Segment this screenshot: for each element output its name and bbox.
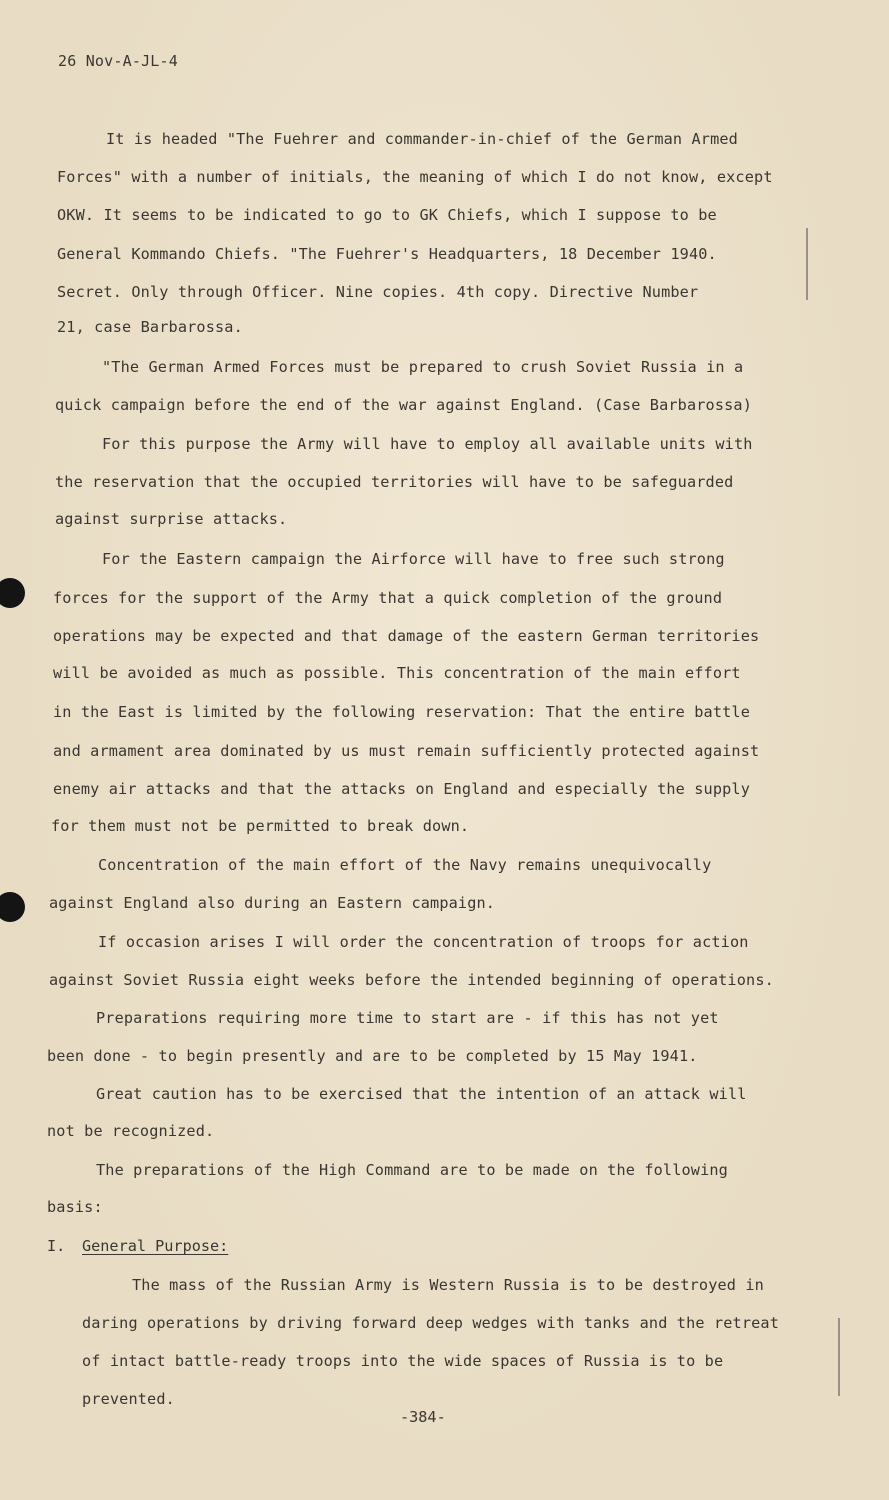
page-number: -384-: [400, 1408, 446, 1426]
text-line: the reservation that the occupied territories will have to be safeguarded: [55, 473, 734, 491]
text-line: The mass of the Russian Army is Western Russia is to be destroyed in: [132, 1276, 764, 1294]
text-line: against Soviet Russia eight weeks before the intended beginning of operations.: [49, 971, 774, 989]
punch-hole-upper: [0, 578, 25, 608]
text-line: "The German Armed Forces must be prepared to crush Soviet Russia in a: [102, 358, 744, 376]
text-line: enemy air attacks and that the attacks on England and especially the supply: [53, 780, 751, 798]
text-line: For this purpose the Army will have to employ all available units with: [102, 435, 753, 453]
margin-mark-upper: [806, 228, 808, 300]
text-line: It is headed "The Fuehrer and commander-in-chief of the German Armed: [106, 130, 738, 148]
section-title: General Purpose:: [82, 1237, 229, 1255]
text-line: against surprise attacks.: [55, 510, 288, 528]
text-line: for them must not be permitted to break down.: [51, 817, 470, 835]
text-line: forces for the support of the Army that a quick completion of the ground: [53, 589, 723, 607]
text-line: Concentration of the main effort of the Navy remains unequivocally: [98, 856, 712, 874]
text-line: 21, case Barbarossa.: [57, 318, 243, 336]
text-line: OKW. It seems to be indicated to go to GK Chiefs, which I suppose to be: [57, 206, 717, 224]
section-number: I.: [47, 1237, 66, 1255]
text-line: If occasion arises I will order the concentration of troops for action: [98, 933, 749, 951]
text-line: Secret. Only through Officer. Nine copies. 4th copy. Directive Number: [57, 283, 699, 301]
text-line: quick campaign before the end of the war against England. (Case Barbarossa): [55, 396, 753, 414]
text-line: and armament area dominated by us must remain sufficiently protected against: [53, 742, 760, 760]
text-line: General Kommando Chiefs. "The Fuehrer's Headquarters, 18 December 1940.: [57, 245, 717, 263]
text-line: The preparations of the High Command are to be made on the following: [96, 1161, 728, 1179]
document-id: 26 Nov-A-JL-4: [58, 52, 178, 70]
text-line: in the East is limited by the following reservation: That the entire battle: [53, 703, 751, 721]
margin-mark-lower: [838, 1318, 840, 1396]
punch-hole-lower: [0, 892, 25, 922]
text-line: Great caution has to be exercised that the intention of an attack will: [96, 1085, 747, 1103]
text-line: been done - to begin presently and are to be completed by 15 May 1941.: [47, 1047, 698, 1065]
text-line: basis:: [47, 1198, 103, 1216]
text-line: not be recognized.: [47, 1122, 215, 1140]
text-line: For the Eastern campaign the Airforce will have to free such strong: [102, 550, 725, 568]
text-line: will be avoided as much as possible. This concentration of the main effort: [53, 664, 741, 682]
text-line: against England also during an Eastern campaign.: [49, 894, 496, 912]
text-line: Forces" with a number of initials, the meaning of which I do not know, except: [57, 168, 773, 186]
text-line: Preparations requiring more time to start are - if this has not yet: [96, 1009, 719, 1027]
text-line: operations may be expected and that damage of the eastern German territories: [53, 627, 760, 645]
text-line: daring operations by driving forward deep wedges with tanks and the retreat: [82, 1314, 780, 1332]
text-line: of intact battle-ready troops into the wide spaces of Russia is to be: [82, 1352, 724, 1370]
text-line: prevented.: [82, 1390, 175, 1408]
